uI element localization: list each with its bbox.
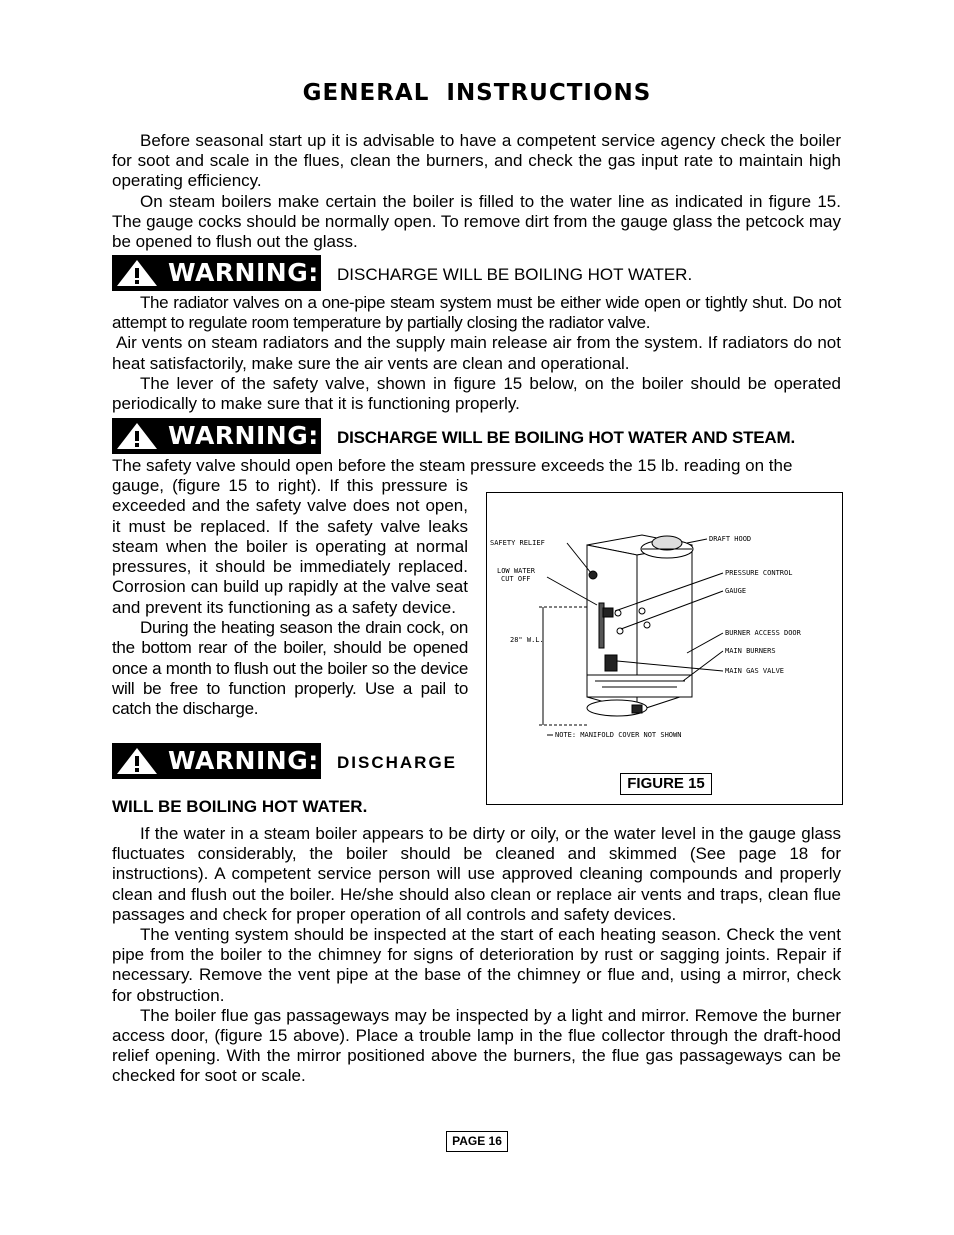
figure-note: NOTE: MANIFOLD COVER NOT SHOWN <box>555 731 682 739</box>
safety-valve-paragraph: gauge, (figure 15 to right). If this pressure is exceeded and the safety valve does not open, it must be replaced. If the safety valve leaks steam when the boiler is operating at normal pressures, it should be immediately replaced. Corrosion can build up rapidly at the valve seat and prevent its functioning as a safety device. <box>112 476 468 617</box>
safety-valve-intro <box>112 456 841 476</box>
figure-label: FIGURE 15 <box>620 773 712 795</box>
safety-valve-column <box>112 476 468 720</box>
safety-lever-paragraph: The lever of the safety valve, shown in figure 15 below, on the boiler should be operated periodically to make sure that it is functioning properly. <box>112 373 841 414</box>
callout-safety-relief: SAFETY RELIEF <box>490 539 545 547</box>
callout-burner-access-door: BURNER ACCESS DOOR <box>725 629 801 637</box>
warning-label: WARNING: <box>168 746 319 775</box>
warning-badge <box>112 418 321 454</box>
warning-3-message-start: DISCHARGE <box>337 753 458 772</box>
water-line-label: 28" W.L. <box>510 636 544 644</box>
intro-text <box>112 131 841 252</box>
callout-main-burners: MAIN BURNERS <box>725 647 776 655</box>
radiator-paragraph: The radiator valves on a one-pipe steam system must be either wide open or tightly shut. Do not attempt to regulate room temperature by partially closing the radiator valve. <box>112 293 841 333</box>
warning-badge <box>112 255 321 291</box>
air-vents-paragraph: Air vents on steam radiators and the supply main release air from the system. If radiators do not heat satisfactorily, make sure the air vents are clean and operational. <box>112 333 841 373</box>
warning-1 <box>112 255 841 291</box>
warning-triangle-icon <box>115 421 159 451</box>
boiler-diagram <box>487 493 842 804</box>
warning-3 <box>112 743 468 779</box>
warning-2 <box>112 418 841 454</box>
warning-label: WARNING: <box>168 258 319 287</box>
warning-triangle-icon <box>115 258 159 288</box>
page-title: GENERAL INSTRUCTIONS <box>302 80 652 106</box>
drain-cock-paragraph: During the heating season the drain cock, on the bottom rear of the boiler, should be opened once a month to flush out the boiler so the device will be free to function properly. Use a pail to catch the discharge. <box>112 618 468 719</box>
warning-badge <box>112 743 321 779</box>
cleaning-text <box>112 824 841 1087</box>
page-number: PAGE 16 <box>446 1131 508 1152</box>
callout-low-water: LOW WATER <box>497 567 535 575</box>
flue-gas-paragraph: The boiler flue gas passageways may be inspected by a light and mirror. Remove the burner access door, (figure 15 above). Place a trouble lamp in the flue collector through the draft-hood relief opening. With the mirror positioned above the burners, the flue gas passageways can be checked for soot or scale. <box>112 1005 841 1086</box>
callout-cut-off: CUT OFF <box>501 575 531 583</box>
warning-triangle-icon <box>115 746 159 776</box>
figure-15 <box>486 492 843 805</box>
cleaning-paragraph: If the water in a steam boiler appears to be dirty or oily, or the water level in the gauge glass fluctuates considerably, the boiler should be cleaned and skimmed (See page 18 for instructions). A competent service person will use approved cleaning compounds and properly clean and flush out the boiler. He/she should also clean or replace air vents and traps, clean flue passages and check for proper operation of all controls and safety devices. <box>112 824 841 924</box>
venting-paragraph: The venting system should be inspected at the start of each heating season. Check the vent pipe from the boiler to the chimney for signs of deterioration by rust or sagging joints. Repair if necessary. Remove the vent pipe at the base of the chimney or flue and, using a mirror, check for obstruction. <box>112 925 841 1005</box>
radiator-text <box>112 293 841 414</box>
callout-main-gas-valve: MAIN GAS VALVE <box>725 667 785 675</box>
safety-valve-line: The safety valve should open before the steam pressure exceeds the 15 lb. reading on the <box>112 456 793 475</box>
intro-paragraph-1: Before seasonal start up it is advisable to have a competent service agency check the boiler for soot and scale in the flues, clean the burners, and check the gas input rate to maintain high operating efficiency. <box>112 131 841 191</box>
warning-3-message-end: WILL BE BOILING HOT WATER. <box>112 797 368 816</box>
callout-pressure-control: PRESSURE CONTROL <box>725 569 793 577</box>
intro-paragraph-2: On steam boilers make certain the boiler is filled to the water line as indicated in figure 15. The gauge cocks should be normally open. To remove dirt from the gauge glass the petcock may be opened to flush out the glass. <box>112 191 841 252</box>
warning-2-message: DISCHARGE WILL BE BOILING HOT WATER AND STEAM. <box>337 428 795 447</box>
callout-draft-hood: DRAFT HOOD <box>709 535 752 543</box>
warning-1-message: DISCHARGE WILL BE BOILING HOT WATER. <box>337 265 693 284</box>
callout-gauge: GAUGE <box>725 587 747 595</box>
warning-label: WARNING: <box>168 421 319 450</box>
